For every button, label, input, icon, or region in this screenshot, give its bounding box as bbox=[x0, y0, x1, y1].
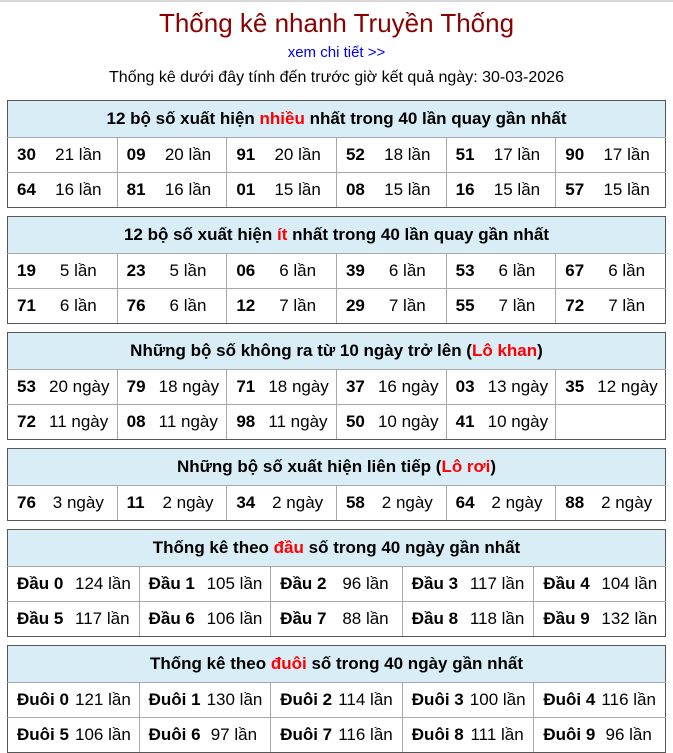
stat-value: 106 lần bbox=[75, 725, 131, 744]
tables bbox=[0, 100, 673, 753]
stat-value: 15 lần bbox=[384, 180, 431, 199]
highlighted-word: nhiều bbox=[259, 109, 305, 128]
table-least-frequent bbox=[7, 216, 666, 324]
highlighted-word: đầu bbox=[273, 538, 304, 557]
stat-value: 16 lần bbox=[55, 180, 102, 199]
stat-number: 88 bbox=[565, 493, 585, 512]
stat-number: 90 bbox=[565, 145, 585, 164]
stat-number: 30 bbox=[17, 145, 36, 164]
stat-value: 6 lần bbox=[169, 296, 207, 315]
stat-cell bbox=[117, 254, 227, 289]
stat-cell bbox=[8, 254, 118, 289]
stat-cell bbox=[227, 370, 337, 405]
stat-cell bbox=[446, 173, 556, 208]
top-divider bbox=[0, 0, 673, 2]
stat-cell bbox=[139, 683, 271, 718]
stat-value: 100 lần bbox=[469, 690, 526, 709]
stat-cell bbox=[227, 289, 337, 324]
stat-cell bbox=[227, 138, 337, 173]
stat-number: 67 bbox=[565, 261, 585, 280]
stat-cell bbox=[556, 289, 666, 324]
stat-cell bbox=[117, 138, 227, 173]
stat-cell bbox=[8, 602, 140, 637]
stat-number: 19 bbox=[17, 261, 36, 280]
stat-value: 124 lần bbox=[75, 574, 131, 593]
table-row bbox=[8, 718, 666, 753]
table-row bbox=[8, 370, 666, 405]
stat-value: 104 lần bbox=[601, 574, 658, 593]
stat-value: 88 lần bbox=[342, 609, 389, 628]
stat-value: 15 lần bbox=[603, 180, 650, 199]
stat-value: 6 lần bbox=[388, 261, 426, 280]
detail-link[interactable]: xem chi tiết >> bbox=[287, 44, 386, 61]
stat-cell bbox=[336, 173, 446, 208]
stat-cell bbox=[271, 602, 403, 637]
stat-number: 50 bbox=[345, 412, 365, 431]
stat-value: 130 lần bbox=[206, 690, 263, 709]
stat-value: 114 lần bbox=[338, 690, 393, 709]
stat-cell bbox=[117, 289, 227, 324]
stat-number: Đuôi 3 bbox=[411, 690, 464, 709]
stat-value: 106 lần bbox=[206, 609, 263, 628]
stat-number: 58 bbox=[345, 493, 365, 512]
stat-value: 96 lần bbox=[605, 725, 652, 744]
stat-number: 91 bbox=[236, 145, 256, 164]
table-title-least-frequent: 12 bộ số xuất hiện ít nhất trong 40 lần quay gần nhất bbox=[8, 217, 666, 254]
stat-cell bbox=[227, 173, 337, 208]
stat-cell bbox=[8, 173, 118, 208]
stat-cell bbox=[271, 567, 403, 602]
stat-cell bbox=[8, 405, 118, 440]
stat-number: 34 bbox=[236, 493, 256, 512]
stat-value: 116 lần bbox=[338, 725, 393, 744]
table-row bbox=[8, 289, 666, 324]
stat-value: 11 ngày bbox=[49, 412, 109, 431]
stat-cell bbox=[556, 138, 666, 173]
stat-cell bbox=[117, 405, 227, 440]
stat-cell bbox=[446, 370, 556, 405]
stat-cell bbox=[336, 405, 446, 440]
table-title-lo-roi: Những bộ số xuất hiện liên tiếp (Lô rơi) bbox=[8, 449, 666, 486]
stat-value: 18 lần bbox=[384, 145, 431, 164]
stat-cell bbox=[271, 683, 403, 718]
stat-value: 116 lần bbox=[601, 690, 656, 709]
highlighted-word: Lô khan bbox=[471, 341, 538, 360]
stat-value: 2 ngày bbox=[272, 493, 324, 512]
stat-number: Đầu 2 bbox=[280, 574, 327, 593]
stat-number: 76 bbox=[126, 296, 146, 315]
stat-value: 16 lần bbox=[164, 180, 212, 199]
stat-number: Đuôi 1 bbox=[148, 690, 201, 709]
stat-value: 6 lần bbox=[498, 261, 536, 280]
stat-value: 105 lần bbox=[206, 574, 263, 593]
stat-number: 71 bbox=[17, 296, 36, 315]
table-title-duoi: Thống kê theo đuôi số trong 40 ngày gần nhất bbox=[8, 646, 666, 683]
stat-cell bbox=[556, 173, 666, 208]
stat-value: 7 lần bbox=[388, 296, 426, 315]
stat-cell bbox=[8, 486, 118, 521]
stat-cell bbox=[534, 718, 666, 753]
stat-value: 132 lần bbox=[601, 609, 658, 628]
stat-value: 6 lần bbox=[608, 261, 646, 280]
table-title-dau: Thống kê theo đầu số trong 40 ngày gần nhất bbox=[8, 530, 666, 567]
stat-number: 08 bbox=[345, 180, 365, 199]
stat-value: 118 lần bbox=[469, 609, 525, 628]
stat-cell bbox=[446, 138, 556, 173]
stat-value: 18 ngày bbox=[268, 377, 329, 396]
stat-cell bbox=[227, 486, 337, 521]
stat-cell bbox=[227, 405, 337, 440]
stat-value: 15 lần bbox=[274, 180, 321, 199]
stat-cell bbox=[556, 370, 666, 405]
stat-value: 11 ngày bbox=[268, 412, 328, 431]
stat-number: 11 bbox=[126, 493, 145, 512]
stat-number: 81 bbox=[126, 180, 146, 199]
stat-number: 71 bbox=[236, 377, 256, 396]
table-duoi bbox=[7, 645, 666, 753]
stat-value: 15 lần bbox=[493, 180, 541, 199]
stat-number: 51 bbox=[455, 145, 475, 164]
table-dau bbox=[7, 529, 666, 637]
stat-value: 18 ngày bbox=[158, 377, 220, 396]
stat-number: Đầu 8 bbox=[411, 609, 459, 628]
stat-number: 64 bbox=[17, 180, 36, 199]
stat-number: Đầu 6 bbox=[148, 609, 195, 628]
page-title: Thống kê nhanh Truyền Thống bbox=[158, 8, 515, 38]
stat-value: 6 lần bbox=[59, 296, 97, 315]
stat-value: 10 ngày bbox=[487, 412, 549, 431]
stat-cell bbox=[402, 683, 534, 718]
highlighted-word: Lô rơi bbox=[441, 457, 491, 476]
stat-cell bbox=[8, 718, 140, 753]
stat-value: 5 lần bbox=[169, 261, 207, 280]
stat-value: 6 lần bbox=[279, 261, 317, 280]
stat-cell bbox=[336, 370, 446, 405]
table-row bbox=[8, 405, 666, 440]
table-title-most-frequent: 12 bộ số xuất hiện nhiều nhất trong 40 lần quay gần nhất bbox=[8, 101, 666, 138]
table-row bbox=[8, 602, 666, 637]
stat-number: Đuôi 6 bbox=[148, 725, 201, 744]
stat-number: Đuôi 8 bbox=[411, 725, 464, 744]
stat-number: 12 bbox=[236, 296, 256, 315]
stat-cell bbox=[336, 486, 446, 521]
stat-number: 41 bbox=[455, 412, 475, 431]
stat-number: 64 bbox=[455, 493, 475, 512]
stat-cell bbox=[402, 602, 534, 637]
stat-value: 21 lần bbox=[55, 145, 102, 164]
stat-cell bbox=[139, 567, 271, 602]
stat-cell bbox=[271, 718, 403, 753]
table-row bbox=[8, 173, 666, 208]
table-row bbox=[8, 683, 666, 718]
stat-number: Đuôi 4 bbox=[543, 690, 596, 709]
stat-value: 2 ngày bbox=[601, 493, 653, 512]
empty-cell bbox=[556, 405, 666, 440]
stat-number: 08 bbox=[126, 412, 146, 431]
stat-number: 52 bbox=[345, 145, 365, 164]
stat-cell bbox=[139, 602, 271, 637]
stat-number: Đầu 4 bbox=[543, 574, 590, 593]
stat-number: 53 bbox=[455, 261, 475, 280]
stat-value: 17 lần bbox=[603, 145, 650, 164]
stat-value: 17 lần bbox=[493, 145, 541, 164]
stat-cell bbox=[556, 254, 666, 289]
stat-cell bbox=[402, 567, 534, 602]
stat-value: 20 lần bbox=[274, 145, 321, 164]
stat-cell bbox=[402, 718, 534, 753]
stat-value: 13 ngày bbox=[487, 377, 549, 396]
stat-value: 97 lần bbox=[210, 725, 258, 744]
highlighted-word: ít bbox=[277, 225, 288, 244]
stat-number: Đầu 3 bbox=[411, 574, 459, 593]
table-lo-roi bbox=[7, 448, 666, 521]
stat-value: 111 lần bbox=[470, 725, 524, 744]
detail-link-row bbox=[0, 44, 673, 62]
highlighted-word: đuôi bbox=[270, 654, 307, 673]
stat-cell bbox=[446, 289, 556, 324]
stat-number: Đầu 9 bbox=[543, 609, 590, 628]
stat-number: Đuôi 0 bbox=[17, 690, 69, 709]
stat-value: 2 ngày bbox=[491, 493, 543, 512]
stat-number: 03 bbox=[455, 377, 475, 396]
table-row bbox=[8, 254, 666, 289]
table-most-frequent bbox=[7, 100, 666, 208]
stat-cell bbox=[8, 370, 118, 405]
table-row bbox=[8, 486, 666, 521]
stat-cell bbox=[139, 718, 271, 753]
table-row bbox=[8, 567, 666, 602]
stat-number: 16 bbox=[455, 180, 475, 199]
stat-number: Đuôi 5 bbox=[17, 725, 69, 744]
stat-value: 2 ngày bbox=[162, 493, 214, 512]
stat-cell bbox=[446, 405, 556, 440]
stat-cell bbox=[8, 289, 118, 324]
stat-value: 5 lần bbox=[59, 261, 97, 280]
stat-number: 72 bbox=[17, 412, 36, 431]
stat-value: 7 lần bbox=[498, 296, 536, 315]
stat-number: 72 bbox=[565, 296, 585, 315]
stat-cell bbox=[8, 683, 140, 718]
stat-number: 53 bbox=[17, 377, 36, 396]
stat-cell bbox=[336, 254, 446, 289]
stat-number: 76 bbox=[17, 493, 36, 512]
stat-cell bbox=[534, 683, 666, 718]
stat-number: 09 bbox=[126, 145, 146, 164]
stat-cell bbox=[227, 254, 337, 289]
stat-value: 117 lần bbox=[469, 574, 525, 593]
stat-number: Đuôi 2 bbox=[280, 690, 333, 709]
stat-number: 98 bbox=[236, 412, 256, 431]
stat-cell bbox=[534, 567, 666, 602]
stat-number: 35 bbox=[565, 377, 585, 396]
stat-cell bbox=[117, 173, 227, 208]
stat-cell bbox=[446, 486, 556, 521]
stat-cell bbox=[117, 370, 227, 405]
stat-cell bbox=[336, 289, 446, 324]
subtitle: Thống kê dưới đây tính đến trước giờ kết quả ngày: 30-03-2026 bbox=[109, 69, 564, 86]
stat-number: 01 bbox=[236, 180, 256, 199]
stat-number: Đầu 7 bbox=[280, 609, 327, 628]
stat-value: 20 lần bbox=[164, 145, 212, 164]
stat-number: Đuôi 7 bbox=[280, 725, 333, 744]
stat-value: 2 ngày bbox=[381, 493, 433, 512]
stat-number: 55 bbox=[455, 296, 475, 315]
stat-number: Đầu 0 bbox=[17, 574, 64, 593]
stat-cell bbox=[446, 254, 556, 289]
stat-number: Đuôi 9 bbox=[543, 725, 596, 744]
stat-number: 29 bbox=[345, 296, 365, 315]
stat-value: 16 ngày bbox=[377, 377, 439, 396]
stat-number: 06 bbox=[236, 261, 256, 280]
table-row bbox=[8, 138, 666, 173]
stat-value: 96 lần bbox=[342, 574, 389, 593]
stat-value: 11 ngày bbox=[158, 412, 218, 431]
table-title-lo-khan: Những bộ số không ra từ 10 ngày trở lên (Lô khan) bbox=[8, 333, 666, 370]
stat-value: 121 lần bbox=[75, 690, 131, 709]
stat-number: 39 bbox=[345, 261, 365, 280]
stat-cell bbox=[8, 567, 140, 602]
stat-number: Đầu 1 bbox=[148, 574, 195, 593]
stat-value: 7 lần bbox=[279, 296, 317, 315]
stat-value: 7 lần bbox=[608, 296, 646, 315]
stat-value: 10 ngày bbox=[377, 412, 439, 431]
stat-cell bbox=[8, 138, 118, 173]
stat-number: 79 bbox=[126, 377, 146, 396]
stat-number: Đầu 5 bbox=[17, 609, 64, 628]
stat-cell bbox=[534, 602, 666, 637]
stat-cell bbox=[117, 486, 227, 521]
stat-number: 23 bbox=[126, 261, 146, 280]
stat-number: 37 bbox=[345, 377, 365, 396]
stat-cell bbox=[336, 138, 446, 173]
stat-cell bbox=[556, 486, 666, 521]
stat-value: 117 lần bbox=[75, 609, 130, 628]
stat-value: 12 ngày bbox=[597, 377, 658, 396]
stat-number: 57 bbox=[565, 180, 585, 199]
table-lo-khan bbox=[7, 332, 666, 440]
stat-value: 3 ngày bbox=[52, 493, 104, 512]
stat-value: 20 ngày bbox=[49, 377, 110, 396]
